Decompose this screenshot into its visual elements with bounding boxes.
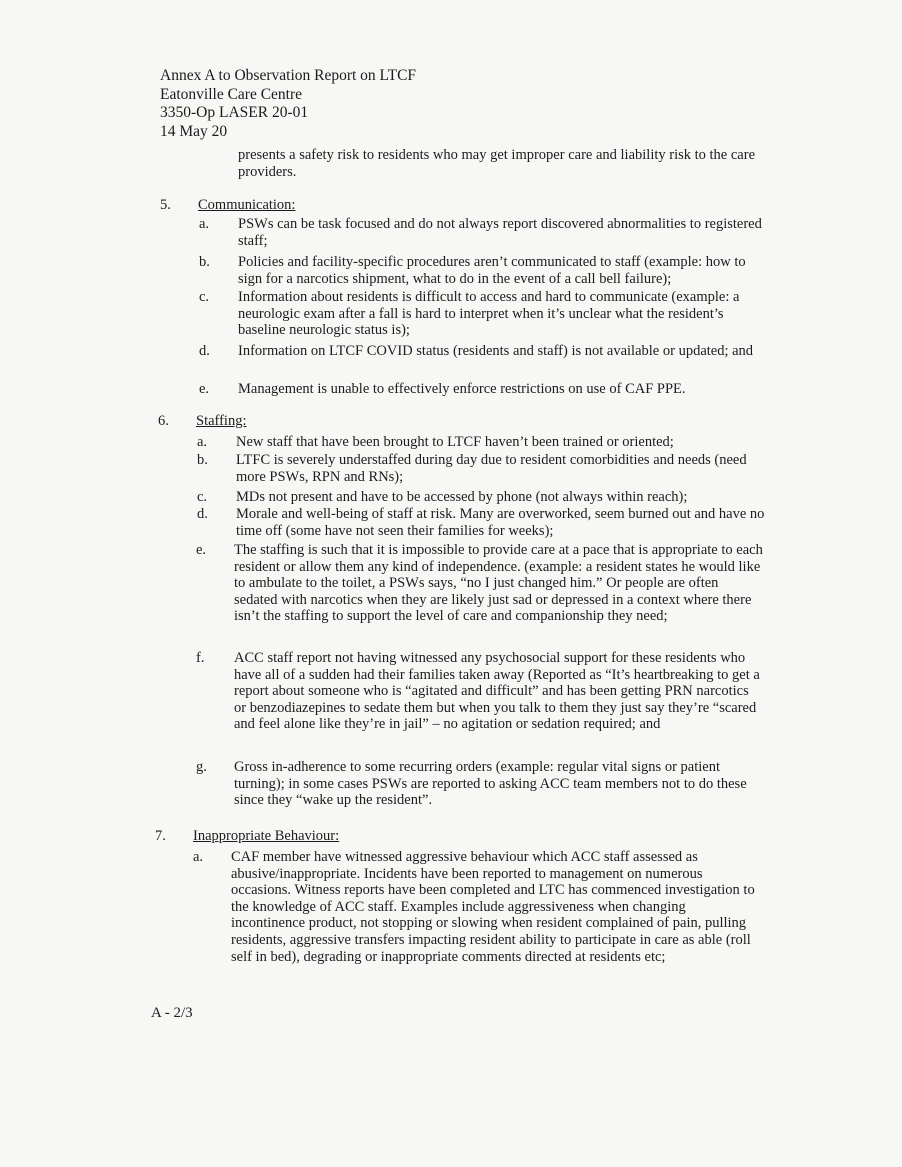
section-5-number: 5.: [160, 197, 171, 213]
item-text: Information on LTCF COVID status (residents and staff) is not available or updated; and: [238, 343, 754, 359]
item-text: Policies and facility-specific procedures aren’t communicated to staff (example: how to sign for a narcotics shipment, what to do in the event of a call bell failure);: [238, 254, 746, 287]
carryover-paragraph: presents a safety risk to residents who may get improper care and liability risk to the care providers.: [238, 147, 756, 180]
item-letter: b.: [197, 452, 208, 468]
section-6-number: 6.: [158, 413, 169, 429]
item-letter: b.: [199, 254, 210, 270]
item-letter: a.: [199, 216, 210, 232]
header-facility-line: Eatonville Care Centre: [160, 85, 303, 103]
page-number: A - 2/3: [151, 1005, 193, 1021]
item-text: LTFC is severely understaffed during day due to resident comorbidities and needs (need more PSWs, RPN and RNs);: [236, 452, 747, 485]
header-operation-line: 3350-Op LASER 20-01: [160, 104, 309, 121]
section-7-heading: [155, 828, 339, 845]
item-text: CAF member have witnessed aggressive behaviour which ACC staff assessed as abusive/inappropriate. Incidents have been reported to management on numerous occasions. Witness reports have been completed and LTC has commenced investigation to the knowledge of ACC staff. Examples include aggressiveness when changing incontinence product, not stopping or slowing when resident complained of pain, pulling residents, aggressive transfers impacting resident ability to participate in care as able (roll self in bed), degrading or inappropriate comments directed at residents etc;: [231, 849, 755, 965]
item-letter: g.: [196, 759, 207, 775]
item-text: The staffing is such that it is impossible to provide care at a pace that is appropriate to each resident or allow them any kind of independence. (example: a resident states he would like to ambulate to the toilet, a PSWs says, “no I just changed him.” Or people are often sedated with narcotics when they are likely just sad or depressed in a context where there isn’t the staffing to support the level of care and companionship they need;: [234, 542, 763, 625]
section-7-title: Inappropriate Behaviour:: [193, 828, 340, 844]
item-text: MDs not present and have to be accessed by phone (not always within reach);: [236, 489, 688, 505]
document-header: [160, 67, 416, 141]
item-letter: d.: [199, 343, 210, 359]
header-annex-line: Annex A to Observation Report on LTCF: [160, 67, 417, 84]
item-letter: a.: [193, 849, 204, 865]
item-letter: f.: [196, 650, 205, 666]
item-letter: c.: [199, 289, 210, 305]
item-text: Gross in-adherence to some recurring orders (example: regular vital signs or patient turning); in some cases PSWs are reported to asking ACC team members not to do these since they “wake up the resident”.: [234, 759, 747, 809]
item-text: Information about residents is difficult to access and hard to communicate (example: a neurologic exam after a fall is hard to interpret when it’s unclear what the resident’s baseline neurologic status is);: [238, 289, 740, 339]
item-text: PSWs can be task focused and do not always report discovered abnormalities to registered staff;: [238, 216, 762, 249]
item-text: ACC staff report not having witnessed any psychosocial support for these residents who have all of a sudden had their families taken away (Reported as “It’s heartbreaking to get a report about someone who is “agitated and difficult” and has been getting PRN narcotics or benzodiazepines to sedate them but when you talk to them they just say they’re “scared and feel alone like they’re in jail” – no agitation or sedation required; and: [234, 650, 760, 733]
section-6-title: Staffing:: [196, 413, 247, 429]
item-letter: d.: [197, 506, 208, 522]
item-letter: c.: [197, 489, 208, 505]
section-6-heading: [158, 413, 246, 430]
item-letter: e.: [196, 542, 207, 558]
header-date-line: 14 May 20: [160, 122, 228, 140]
section-5-heading: [160, 197, 295, 214]
item-letter: e.: [199, 381, 210, 397]
section-7-number: 7.: [155, 828, 166, 844]
item-letter: a.: [197, 434, 208, 450]
section-5-title: Communication:: [198, 197, 296, 213]
item-text: New staff that have been brought to LTCF haven’t been trained or oriented;: [236, 434, 674, 450]
item-text: Management is unable to effectively enforce restrictions on use of CAF PPE.: [238, 381, 686, 397]
item-text: Morale and well-being of staff at risk. Many are overworked, seem burned out and have no time off (some have not seen their families for weeks);: [236, 506, 765, 539]
